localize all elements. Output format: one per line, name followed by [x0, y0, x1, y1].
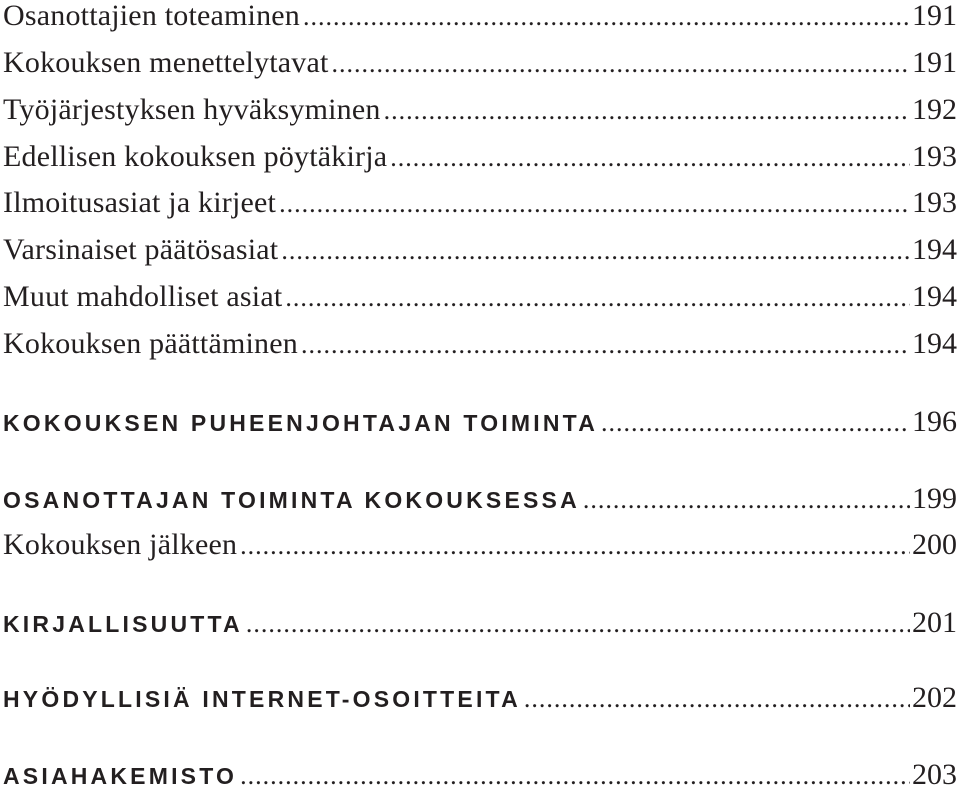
- toc-entry-page: 199: [912, 482, 957, 515]
- toc-entry-kokouksen-paattaminen[interactable]: [3, 324, 957, 364]
- dot-leader: [285, 278, 910, 318]
- dot-leader: [279, 184, 910, 224]
- toc-entry-kokouksen-puheenjohtajan-toiminta[interactable]: [3, 402, 957, 442]
- toc-entry-title: KOKOUKSEN PUHEENJOHTAJAN TOIMINTA: [3, 410, 599, 436]
- toc-entry-title: Kokouksen päättäminen: [3, 327, 298, 360]
- dot-leader: [384, 91, 910, 131]
- toc-entry-page: 193: [912, 140, 957, 173]
- dot-leader: [332, 44, 910, 84]
- toc-entry-kirjallisuutta[interactable]: [3, 603, 957, 643]
- dot-leader: [240, 756, 910, 796]
- toc-entry-edellisen-kokouksen-poytakirja[interactable]: [3, 137, 957, 177]
- toc-entry-asiahakemisto[interactable]: [3, 755, 957, 795]
- toc-entry-page: 194: [912, 233, 957, 266]
- toc-entry-title: ASIAHAKEMISTO: [3, 763, 238, 789]
- dot-leader: [303, 0, 910, 37]
- toc-entry-varsinaiset-paatosasiat[interactable]: [3, 230, 957, 270]
- dot-leader: [246, 604, 910, 644]
- toc-entry-ilmoitusasiat-ja-kirjeet[interactable]: [3, 183, 957, 223]
- toc-entry-title: Muut mahdolliset asiat: [3, 280, 283, 313]
- toc-entry-title: Edellisen kokouksen pöytäkirja: [3, 140, 388, 173]
- toc-entry-title: Kokouksen jälkeen: [3, 528, 238, 561]
- dot-leader: [240, 526, 910, 566]
- toc-entry-kokouksen-menettelytavat[interactable]: [3, 43, 957, 83]
- toc-entry-title: OSANOTTAJAN TOIMINTA KOKOUKSESSA: [3, 487, 580, 513]
- toc-entry-page: 194: [912, 280, 957, 313]
- toc-entry-page: 191: [912, 0, 957, 32]
- toc-entry-osanottajan-toiminta-kokouksessa[interactable]: [3, 479, 957, 519]
- toc-entry-page: 200: [912, 528, 957, 561]
- toc-entry-page: 192: [912, 93, 957, 126]
- toc-entry-page: 191: [912, 46, 957, 79]
- toc-entry-title: Kokouksen menettelytavat: [3, 46, 329, 79]
- toc-entry-page: 203: [912, 758, 957, 791]
- toc-entry-page: 196: [912, 405, 957, 438]
- toc-entry-hyodyllisia-internet-osoitteita[interactable]: [3, 678, 957, 718]
- toc-entry-page: 202: [912, 681, 957, 714]
- dot-leader: [390, 138, 910, 178]
- toc-entry-tyojarjestyksen-hyvaksyminen[interactable]: [3, 90, 957, 130]
- toc-entry-title: Osanottajien toteaminen: [3, 0, 301, 32]
- toc-entry-title: Varsinaiset päätösasiat: [3, 233, 279, 266]
- toc-entry-title: Ilmoitusasiat ja kirjeet: [3, 186, 277, 219]
- toc-entry-kokouksen-jalkeen[interactable]: [3, 525, 957, 565]
- toc-entry-osanottajien-toteaminen[interactable]: [3, 0, 957, 36]
- toc-entry-title: Työjärjestyksen hyväksyminen: [3, 93, 381, 126]
- toc-entry-page: 194: [912, 327, 957, 360]
- dot-leader: [601, 403, 910, 443]
- toc-entry-title: HYÖDYLLISIÄ INTERNET-OSOITTEITA: [3, 686, 521, 712]
- dot-leader: [524, 679, 910, 719]
- dot-leader: [583, 480, 910, 520]
- toc-entry-page: 201: [912, 606, 957, 639]
- dot-leader: [281, 231, 910, 271]
- toc-entry-title: KIRJALLISUUTTA: [3, 611, 243, 637]
- toc-entry-muut-mahdolliset-asiat[interactable]: [3, 277, 957, 317]
- dot-leader: [301, 325, 910, 365]
- toc-entry-page: 193: [912, 186, 957, 219]
